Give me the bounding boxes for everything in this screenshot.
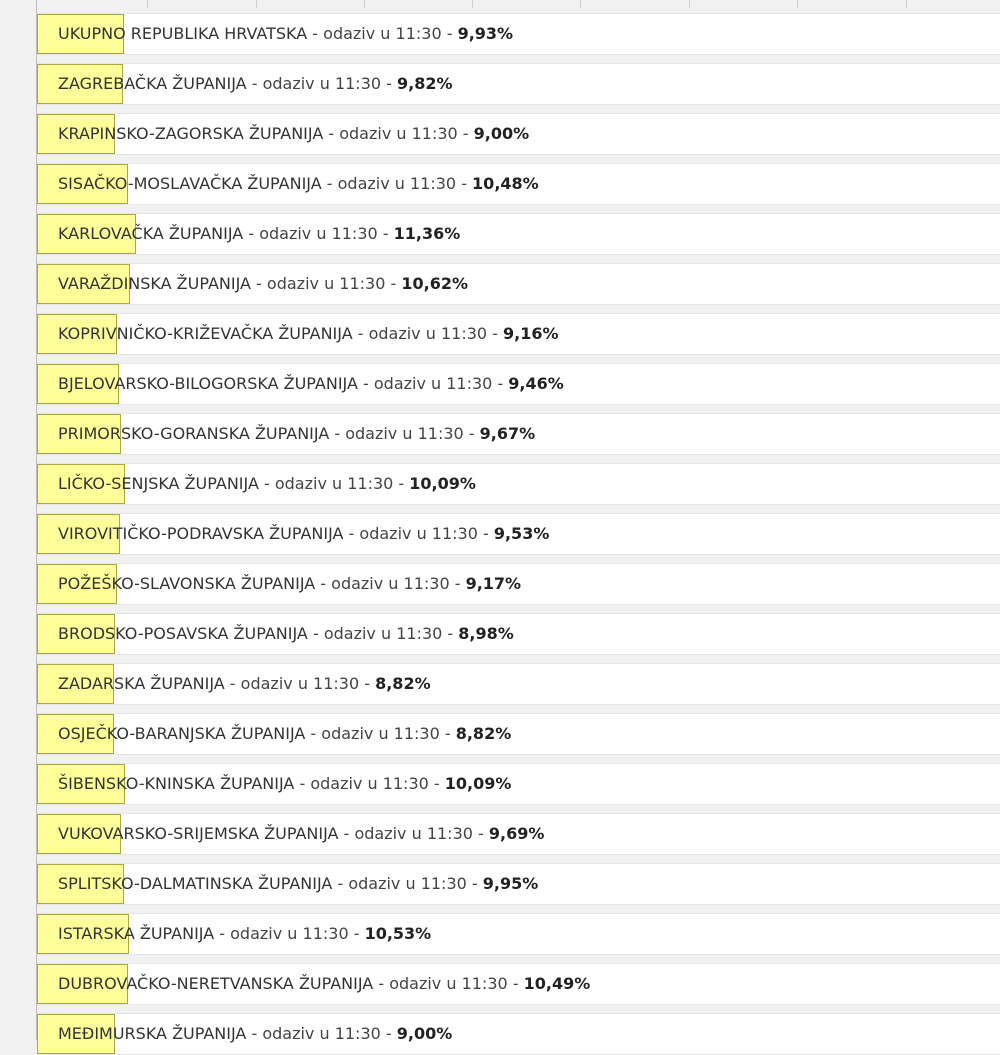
series-label: - odaziv u 11:30 - xyxy=(332,874,483,893)
value-label: 10,49% xyxy=(523,974,591,993)
category-label: KARLOVAČKA ŽUPANIJA xyxy=(58,224,244,243)
category-label: OSJEČKO-BARANJSKA ŽUPANIJA xyxy=(58,724,306,743)
category-label: VIROVITIČKO-PODRAVSKA ŽUPANIJA xyxy=(58,524,344,543)
bar-label xyxy=(58,114,529,154)
value-label: 9,00% xyxy=(473,124,530,143)
bar-label xyxy=(58,264,468,304)
chart-row xyxy=(37,163,1000,205)
chart-row xyxy=(37,63,1000,105)
value-label: 8,82% xyxy=(375,674,431,693)
gridline-tick xyxy=(147,0,148,8)
value-label: 8,82% xyxy=(455,724,512,743)
value-label: 10,09% xyxy=(444,774,512,793)
category-label: SPLITSKO-DALMATINSKA ŽUPANIJA xyxy=(58,874,333,893)
chart-row xyxy=(37,713,1000,755)
value-label: 9,67% xyxy=(479,424,536,443)
chart-row xyxy=(37,813,1000,855)
bar-label xyxy=(58,714,511,754)
series-label: - odaziv u 11:30 - xyxy=(323,124,474,143)
chart-row xyxy=(37,613,1000,655)
value-label: 10,48% xyxy=(472,174,539,193)
bar-label xyxy=(58,964,590,1004)
chart-row xyxy=(37,513,1000,555)
value-label: 10,62% xyxy=(401,274,468,293)
chart-row xyxy=(37,563,1000,605)
gridline-tick xyxy=(580,0,581,8)
category-label: BJELOVARSKO-BILOGORSKA ŽUPANIJA xyxy=(58,374,358,393)
category-label: ŠIBENSKO-KNINSKA ŽUPANIJA xyxy=(58,774,295,793)
gridline-tick xyxy=(472,0,473,8)
series-label: - odaziv u 11:30 - xyxy=(315,574,466,593)
category-label: DUBROVAČKO-NERETVANSKA ŽUPANIJA xyxy=(58,974,374,993)
gridline-tick xyxy=(256,0,257,8)
category-label: KOPRIVNIČKO-KRIŽEVAČKA ŽUPANIJA xyxy=(58,324,353,343)
chart-row xyxy=(37,863,1000,905)
chart-row xyxy=(37,363,1000,405)
gridline-tick xyxy=(364,0,365,8)
chart-row xyxy=(37,763,1000,805)
category-label: ZADARSKA ŽUPANIJA xyxy=(58,674,225,693)
chart-row xyxy=(37,913,1000,955)
value-label: 9,16% xyxy=(503,324,559,343)
category-label: MEĐIMURSKA ŽUPANIJA xyxy=(58,1024,247,1043)
value-label: 9,17% xyxy=(465,574,522,593)
category-label: POŽEŠKO-SLAVONSKA ŽUPANIJA xyxy=(58,574,316,593)
category-label: VARAŽDINSKA ŽUPANIJA xyxy=(58,274,251,293)
series-label: - odaziv u 11:30 - xyxy=(305,724,456,743)
value-label: 9,82% xyxy=(397,74,453,93)
series-label: - odaziv u 11:30 - xyxy=(352,324,504,343)
category-label: ZAGREBAČKA ŽUPANIJA xyxy=(58,74,247,93)
bar-label xyxy=(58,164,539,204)
chart-row xyxy=(37,113,1000,155)
value-label: 9,93% xyxy=(457,24,514,43)
category-label: LIČKO-SENJSKA ŽUPANIJA xyxy=(58,474,259,493)
category-label: VUKOVARSKO-SRIJEMSKA ŽUPANIJA xyxy=(58,824,339,843)
series-label: - odaziv u 11:30 - xyxy=(329,424,480,443)
series-label: - odaziv u 11:30 - xyxy=(246,1024,397,1043)
series-label: - odaziv u 11:30 - xyxy=(338,824,489,843)
bar-label xyxy=(58,864,538,904)
bar-label xyxy=(58,914,431,954)
series-label: - odaziv u 11:30 - xyxy=(246,74,397,93)
series-label: - odaziv u 11:30 - xyxy=(357,374,509,393)
series-label: - odaziv u 11:30 - xyxy=(307,24,458,43)
gridline-tick xyxy=(906,0,907,8)
chart-row xyxy=(37,313,1000,355)
category-label: BRODSKO-POSAVSKA ŽUPANIJA xyxy=(58,624,308,643)
bar-label xyxy=(58,364,564,404)
value-label: 9,53% xyxy=(493,524,550,543)
value-label: 11,36% xyxy=(393,224,461,243)
series-label: - odaziv u 11:30 - xyxy=(214,924,365,943)
value-label: 8,98% xyxy=(458,624,514,643)
chart-row xyxy=(37,963,1000,1005)
gridline-tick xyxy=(689,0,690,8)
gridline-tick xyxy=(797,0,798,8)
bar-label xyxy=(58,814,544,854)
bar-label xyxy=(58,314,559,354)
bar-label xyxy=(58,764,511,804)
chart-row xyxy=(37,663,1000,705)
series-label: - odaziv u 11:30 - xyxy=(243,224,394,243)
value-label: 9,46% xyxy=(508,374,564,393)
chart-row xyxy=(37,463,1000,505)
chart-row xyxy=(37,263,1000,305)
value-label: 9,00% xyxy=(396,1024,453,1043)
series-label: - odaziv u 11:30 - xyxy=(321,174,473,193)
bar-label xyxy=(58,1014,452,1054)
series-label: - odaziv u 11:30 - xyxy=(373,974,524,993)
value-label: 10,09% xyxy=(409,474,476,493)
bar-label xyxy=(58,214,460,254)
value-label: 10,53% xyxy=(364,924,432,943)
bar-label xyxy=(58,614,514,654)
value-label: 9,69% xyxy=(488,824,545,843)
series-label: - odaziv u 11:30 - xyxy=(224,674,376,693)
bar-label xyxy=(58,564,521,604)
chart-row xyxy=(37,413,1000,455)
series-label: - odaziv u 11:30 - xyxy=(250,274,402,293)
chart-row xyxy=(37,13,1000,55)
category-label: UKUPNO REPUBLIKA HRVATSKA xyxy=(58,24,308,43)
chart-row xyxy=(37,213,1000,255)
category-label: SISAČKO-MOSLAVAČKA ŽUPANIJA xyxy=(58,174,322,193)
category-label: PRIMORSKO-GORANSKA ŽUPANIJA xyxy=(58,424,330,443)
bar-label xyxy=(58,464,476,504)
series-label: - odaziv u 11:30 - xyxy=(258,474,410,493)
series-label: - odaziv u 11:30 - xyxy=(307,624,459,643)
bar-label xyxy=(58,514,549,554)
chart-row xyxy=(37,1013,1000,1055)
series-label: - odaziv u 11:30 - xyxy=(343,524,494,543)
bar-label xyxy=(58,64,453,104)
category-label: ISTARSKA ŽUPANIJA xyxy=(58,924,215,943)
bar-label xyxy=(58,414,535,454)
series-label: - odaziv u 11:30 - xyxy=(294,774,445,793)
bar-label xyxy=(58,664,431,704)
category-label: KRAPINSKO-ZAGORSKA ŽUPANIJA xyxy=(58,124,324,143)
bar-label xyxy=(58,14,513,54)
value-label: 9,95% xyxy=(482,874,539,893)
